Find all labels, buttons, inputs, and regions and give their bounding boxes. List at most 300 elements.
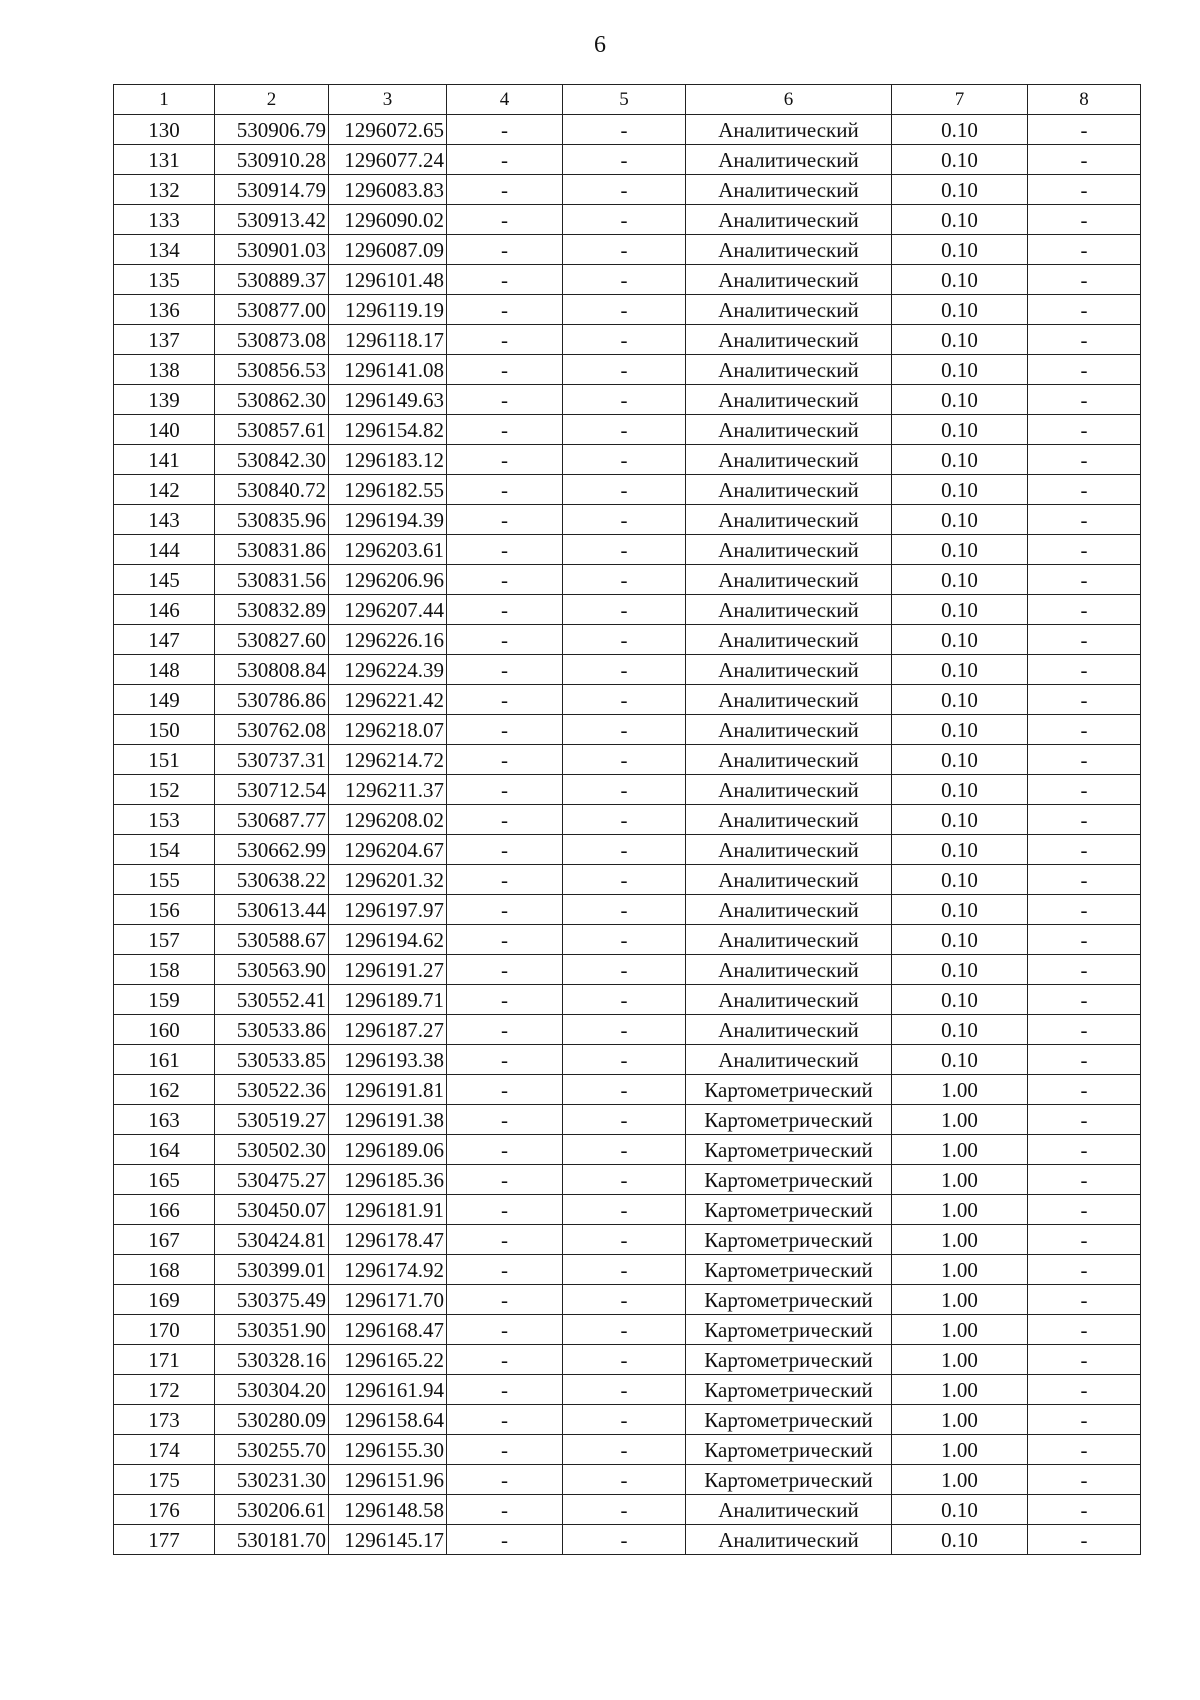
cell-col4: - [447, 955, 563, 985]
cell-y-coordinate: 1296181.91 [329, 1195, 447, 1225]
cell-col8: - [1028, 1345, 1141, 1375]
cell-col4: - [447, 1495, 563, 1525]
cell-col8: - [1028, 295, 1141, 325]
cell-accuracy: 0.10 [892, 895, 1028, 925]
cell-method: Аналитический [686, 865, 892, 895]
cell-col5: - [563, 985, 686, 1015]
cell-col4: - [447, 985, 563, 1015]
cell-method: Картометрический [686, 1435, 892, 1465]
page-number: 6 [594, 32, 606, 58]
cell-point-number: 150 [114, 715, 215, 745]
cell-point-number: 168 [114, 1255, 215, 1285]
cell-col8: - [1028, 385, 1141, 415]
table-row [114, 1075, 1141, 1105]
cell-y-coordinate: 1296149.63 [329, 385, 447, 415]
cell-point-number: 169 [114, 1285, 215, 1315]
header-row [114, 85, 1141, 115]
table-row [114, 265, 1141, 295]
cell-col8: - [1028, 475, 1141, 505]
cell-y-coordinate: 1296158.64 [329, 1405, 447, 1435]
cell-col4: - [447, 1525, 563, 1555]
cell-accuracy: 1.00 [892, 1285, 1028, 1315]
cell-y-coordinate: 1296174.92 [329, 1255, 447, 1285]
cell-point-number: 147 [114, 625, 215, 655]
cell-point-number: 159 [114, 985, 215, 1015]
cell-point-number: 139 [114, 385, 215, 415]
cell-point-number: 141 [114, 445, 215, 475]
cell-point-number: 134 [114, 235, 215, 265]
cell-method: Аналитический [686, 505, 892, 535]
cell-col4: - [447, 1075, 563, 1105]
cell-method: Аналитический [686, 805, 892, 835]
cell-accuracy: 1.00 [892, 1435, 1028, 1465]
cell-col4: - [447, 1105, 563, 1135]
cell-y-coordinate: 1296194.62 [329, 925, 447, 955]
cell-method: Аналитический [686, 715, 892, 745]
cell-col4: - [447, 805, 563, 835]
cell-col8: - [1028, 835, 1141, 865]
cell-point-number: 153 [114, 805, 215, 835]
cell-y-coordinate: 1296168.47 [329, 1315, 447, 1345]
cell-col5: - [563, 805, 686, 835]
cell-col4: - [447, 1225, 563, 1255]
table-row [114, 1495, 1141, 1525]
table-row [114, 1375, 1141, 1405]
cell-accuracy: 1.00 [892, 1405, 1028, 1435]
cell-col4: - [447, 595, 563, 625]
cell-x-coordinate: 530613.44 [215, 895, 329, 925]
cell-x-coordinate: 530328.16 [215, 1345, 329, 1375]
cell-col4: - [447, 1255, 563, 1285]
cell-x-coordinate: 530552.41 [215, 985, 329, 1015]
cell-col4: - [447, 1465, 563, 1495]
cell-point-number: 158 [114, 955, 215, 985]
cell-y-coordinate: 1296218.07 [329, 715, 447, 745]
cell-x-coordinate: 530280.09 [215, 1405, 329, 1435]
cell-method: Аналитический [686, 445, 892, 475]
cell-col8: - [1028, 505, 1141, 535]
cell-method: Аналитический [686, 595, 892, 625]
cell-x-coordinate: 530304.20 [215, 1375, 329, 1405]
cell-accuracy: 0.10 [892, 655, 1028, 685]
cell-col5: - [563, 565, 686, 595]
cell-accuracy: 1.00 [892, 1465, 1028, 1495]
cell-accuracy: 0.10 [892, 595, 1028, 625]
cell-col5: - [563, 1075, 686, 1105]
cell-col8: - [1028, 625, 1141, 655]
table-row [114, 925, 1141, 955]
cell-method: Аналитический [686, 415, 892, 445]
cell-point-number: 138 [114, 355, 215, 385]
cell-col5: - [563, 475, 686, 505]
cell-accuracy: 0.10 [892, 565, 1028, 595]
column-header-3: 3 [329, 85, 447, 115]
cell-method: Аналитический [686, 295, 892, 325]
cell-x-coordinate: 530533.86 [215, 1015, 329, 1045]
table-row [114, 535, 1141, 565]
cell-method: Картометрический [686, 1075, 892, 1105]
table-row [114, 685, 1141, 715]
cell-x-coordinate: 530375.49 [215, 1285, 329, 1315]
cell-col4: - [447, 715, 563, 745]
cell-accuracy: 1.00 [892, 1165, 1028, 1195]
cell-y-coordinate: 1296221.42 [329, 685, 447, 715]
table-row [114, 985, 1141, 1015]
cell-point-number: 143 [114, 505, 215, 535]
cell-col5: - [563, 295, 686, 325]
table-row [114, 865, 1141, 895]
cell-x-coordinate: 530662.99 [215, 835, 329, 865]
cell-method: Аналитический [686, 895, 892, 925]
cell-col4: - [447, 235, 563, 265]
cell-col5: - [563, 1435, 686, 1465]
cell-accuracy: 0.10 [892, 295, 1028, 325]
cell-x-coordinate: 530687.77 [215, 805, 329, 835]
table-row [114, 1105, 1141, 1135]
table-row [114, 955, 1141, 985]
cell-col5: - [563, 595, 686, 625]
cell-point-number: 170 [114, 1315, 215, 1345]
cell-x-coordinate: 530533.85 [215, 1045, 329, 1075]
table-row [114, 1045, 1141, 1075]
cell-point-number: 166 [114, 1195, 215, 1225]
cell-col8: - [1028, 1405, 1141, 1435]
cell-y-coordinate: 1296208.02 [329, 805, 447, 835]
cell-method: Картометрический [686, 1315, 892, 1345]
cell-method: Аналитический [686, 745, 892, 775]
cell-method: Аналитический [686, 1525, 892, 1555]
cell-col8: - [1028, 1375, 1141, 1405]
cell-accuracy: 0.10 [892, 715, 1028, 745]
cell-col5: - [563, 1255, 686, 1285]
cell-col8: - [1028, 445, 1141, 475]
cell-x-coordinate: 530786.86 [215, 685, 329, 715]
cell-y-coordinate: 1296155.30 [329, 1435, 447, 1465]
cell-y-coordinate: 1296206.96 [329, 565, 447, 595]
cell-point-number: 160 [114, 1015, 215, 1045]
table-row [114, 445, 1141, 475]
cell-col5: - [563, 1015, 686, 1045]
cell-accuracy: 0.10 [892, 475, 1028, 505]
cell-y-coordinate: 1296090.02 [329, 205, 447, 235]
column-header-2: 2 [215, 85, 329, 115]
cell-point-number: 173 [114, 1405, 215, 1435]
cell-col8: - [1028, 805, 1141, 835]
cell-col4: - [447, 775, 563, 805]
cell-accuracy: 0.10 [892, 265, 1028, 295]
cell-col5: - [563, 625, 686, 655]
table-row [114, 1255, 1141, 1285]
cell-point-number: 131 [114, 145, 215, 175]
cell-x-coordinate: 530862.30 [215, 385, 329, 415]
cell-col8: - [1028, 415, 1141, 445]
cell-col8: - [1028, 205, 1141, 235]
cell-y-coordinate: 1296141.08 [329, 355, 447, 385]
cell-accuracy: 0.10 [892, 445, 1028, 475]
cell-col5: - [563, 505, 686, 535]
cell-accuracy: 0.10 [892, 1015, 1028, 1045]
column-header-1: 1 [114, 85, 215, 115]
cell-y-coordinate: 1296191.81 [329, 1075, 447, 1105]
cell-col4: - [447, 1375, 563, 1405]
table-row [114, 835, 1141, 865]
cell-col5: - [563, 955, 686, 985]
cell-method: Аналитический [686, 625, 892, 655]
cell-col8: - [1028, 565, 1141, 595]
table-row [114, 625, 1141, 655]
cell-col8: - [1028, 1285, 1141, 1315]
cell-x-coordinate: 530450.07 [215, 1195, 329, 1225]
cell-method: Аналитический [686, 535, 892, 565]
cell-point-number: 154 [114, 835, 215, 865]
cell-y-coordinate: 1296077.24 [329, 145, 447, 175]
cell-col5: - [563, 265, 686, 295]
cell-point-number: 144 [114, 535, 215, 565]
column-header-6: 6 [686, 85, 892, 115]
cell-x-coordinate: 530231.30 [215, 1465, 329, 1495]
cell-col8: - [1028, 1015, 1141, 1045]
cell-col5: - [563, 1225, 686, 1255]
cell-method: Аналитический [686, 1045, 892, 1075]
cell-method: Аналитический [686, 985, 892, 1015]
cell-point-number: 161 [114, 1045, 215, 1075]
cell-x-coordinate: 530255.70 [215, 1435, 329, 1465]
cell-accuracy: 0.10 [892, 205, 1028, 235]
cell-accuracy: 0.10 [892, 955, 1028, 985]
cell-col5: - [563, 865, 686, 895]
cell-accuracy: 0.10 [892, 115, 1028, 145]
cell-col5: - [563, 745, 686, 775]
cell-y-coordinate: 1296183.12 [329, 445, 447, 475]
cell-method: Аналитический [686, 685, 892, 715]
cell-method: Картометрический [686, 1405, 892, 1435]
cell-col4: - [447, 835, 563, 865]
cell-col5: - [563, 415, 686, 445]
cell-y-coordinate: 1296083.83 [329, 175, 447, 205]
cell-accuracy: 0.10 [892, 145, 1028, 175]
cell-y-coordinate: 1296189.06 [329, 1135, 447, 1165]
cell-accuracy: 0.10 [892, 865, 1028, 895]
cell-accuracy: 0.10 [892, 985, 1028, 1015]
cell-x-coordinate: 530762.08 [215, 715, 329, 745]
cell-col8: - [1028, 1045, 1141, 1075]
cell-col5: - [563, 1045, 686, 1075]
table-row [114, 1195, 1141, 1225]
cell-x-coordinate: 530840.72 [215, 475, 329, 505]
table-row [114, 595, 1141, 625]
table-body [114, 115, 1141, 1555]
cell-x-coordinate: 530502.30 [215, 1135, 329, 1165]
cell-x-coordinate: 530475.27 [215, 1165, 329, 1195]
cell-method: Картометрический [686, 1195, 892, 1225]
cell-col4: - [447, 445, 563, 475]
cell-col8: - [1028, 715, 1141, 745]
cell-col5: - [563, 895, 686, 925]
cell-accuracy: 1.00 [892, 1225, 1028, 1255]
cell-col4: - [447, 325, 563, 355]
cell-col8: - [1028, 1495, 1141, 1525]
cell-col4: - [447, 565, 563, 595]
table-row [114, 1165, 1141, 1195]
cell-col4: - [447, 265, 563, 295]
cell-y-coordinate: 1296197.97 [329, 895, 447, 925]
cell-col5: - [563, 1465, 686, 1495]
cell-col4: - [447, 1435, 563, 1465]
cell-col8: - [1028, 1525, 1141, 1555]
cell-col5: - [563, 1135, 686, 1165]
cell-accuracy: 1.00 [892, 1375, 1028, 1405]
cell-x-coordinate: 530877.00 [215, 295, 329, 325]
cell-method: Аналитический [686, 265, 892, 295]
cell-x-coordinate: 530906.79 [215, 115, 329, 145]
cell-x-coordinate: 530842.30 [215, 445, 329, 475]
cell-method: Аналитический [686, 235, 892, 265]
cell-col5: - [563, 1345, 686, 1375]
cell-x-coordinate: 530873.08 [215, 325, 329, 355]
cell-accuracy: 0.10 [892, 775, 1028, 805]
cell-point-number: 167 [114, 1225, 215, 1255]
cell-col4: - [447, 655, 563, 685]
cell-method: Картометрический [686, 1225, 892, 1255]
table-row [114, 1225, 1141, 1255]
cell-point-number: 163 [114, 1105, 215, 1135]
cell-accuracy: 0.10 [892, 535, 1028, 565]
cell-col4: - [447, 1165, 563, 1195]
cell-accuracy: 0.10 [892, 925, 1028, 955]
table-header [114, 85, 1141, 115]
cell-col5: - [563, 1285, 686, 1315]
cell-x-coordinate: 530563.90 [215, 955, 329, 985]
cell-col4: - [447, 895, 563, 925]
cell-col8: - [1028, 925, 1141, 955]
cell-method: Картометрический [686, 1135, 892, 1165]
cell-col8: - [1028, 1075, 1141, 1105]
cell-y-coordinate: 1296187.27 [329, 1015, 447, 1045]
cell-col4: - [447, 1045, 563, 1075]
cell-point-number: 177 [114, 1525, 215, 1555]
cell-x-coordinate: 530831.56 [215, 565, 329, 595]
cell-y-coordinate: 1296154.82 [329, 415, 447, 445]
table-row [114, 1345, 1141, 1375]
table-row [114, 1015, 1141, 1045]
cell-method: Аналитический [686, 355, 892, 385]
cell-col5: - [563, 535, 686, 565]
cell-point-number: 142 [114, 475, 215, 505]
cell-y-coordinate: 1296211.37 [329, 775, 447, 805]
cell-col4: - [447, 1015, 563, 1045]
cell-accuracy: 0.10 [892, 1495, 1028, 1525]
table-row [114, 565, 1141, 595]
cell-method: Аналитический [686, 835, 892, 865]
cell-method: Аналитический [686, 115, 892, 145]
table-row [114, 1405, 1141, 1435]
table-row [114, 805, 1141, 835]
cell-col8: - [1028, 1135, 1141, 1165]
cell-method: Аналитический [686, 325, 892, 355]
cell-accuracy: 0.10 [892, 175, 1028, 205]
cell-col4: - [447, 865, 563, 895]
cell-col8: - [1028, 535, 1141, 565]
cell-y-coordinate: 1296118.17 [329, 325, 447, 355]
cell-y-coordinate: 1296201.32 [329, 865, 447, 895]
cell-point-number: 132 [114, 175, 215, 205]
cell-x-coordinate: 530889.37 [215, 265, 329, 295]
cell-col8: - [1028, 1165, 1141, 1195]
cell-y-coordinate: 1296148.58 [329, 1495, 447, 1525]
cell-y-coordinate: 1296191.38 [329, 1105, 447, 1135]
cell-y-coordinate: 1296161.94 [329, 1375, 447, 1405]
table-row [114, 415, 1141, 445]
cell-col8: - [1028, 1465, 1141, 1495]
cell-col5: - [563, 715, 686, 745]
cell-x-coordinate: 530832.89 [215, 595, 329, 625]
cell-x-coordinate: 530588.67 [215, 925, 329, 955]
cell-col8: - [1028, 325, 1141, 355]
cell-point-number: 151 [114, 745, 215, 775]
cell-method: Аналитический [686, 655, 892, 685]
table-row [114, 1465, 1141, 1495]
cell-y-coordinate: 1296171.70 [329, 1285, 447, 1315]
cell-y-coordinate: 1296087.09 [329, 235, 447, 265]
cell-accuracy: 1.00 [892, 1345, 1028, 1375]
cell-x-coordinate: 530857.61 [215, 415, 329, 445]
cell-y-coordinate: 1296193.38 [329, 1045, 447, 1075]
cell-point-number: 149 [114, 685, 215, 715]
cell-point-number: 135 [114, 265, 215, 295]
table-row [114, 1135, 1141, 1165]
cell-col5: - [563, 1105, 686, 1135]
cell-accuracy: 0.10 [892, 1045, 1028, 1075]
cell-col5: - [563, 1375, 686, 1405]
cell-point-number: 148 [114, 655, 215, 685]
cell-col8: - [1028, 1255, 1141, 1285]
cell-col5: - [563, 355, 686, 385]
cell-col4: - [447, 145, 563, 175]
table-row [114, 1285, 1141, 1315]
cell-accuracy: 0.10 [892, 235, 1028, 265]
cell-col8: - [1028, 595, 1141, 625]
cell-col5: - [563, 835, 686, 865]
cell-point-number: 174 [114, 1435, 215, 1465]
cell-col8: - [1028, 685, 1141, 715]
cell-col4: - [447, 925, 563, 955]
cell-col5: - [563, 1195, 686, 1225]
cell-point-number: 146 [114, 595, 215, 625]
cell-x-coordinate: 530399.01 [215, 1255, 329, 1285]
cell-col8: - [1028, 115, 1141, 145]
cell-point-number: 157 [114, 925, 215, 955]
cell-y-coordinate: 1296194.39 [329, 505, 447, 535]
table-row [114, 325, 1141, 355]
cell-col4: - [447, 1285, 563, 1315]
cell-method: Картометрический [686, 1285, 892, 1315]
cell-col8: - [1028, 355, 1141, 385]
cell-y-coordinate: 1296151.96 [329, 1465, 447, 1495]
table-row [114, 775, 1141, 805]
table-row [114, 475, 1141, 505]
cell-y-coordinate: 1296165.22 [329, 1345, 447, 1375]
cell-method: Аналитический [686, 385, 892, 415]
cell-x-coordinate: 530638.22 [215, 865, 329, 895]
cell-x-coordinate: 530519.27 [215, 1105, 329, 1135]
cell-point-number: 130 [114, 115, 215, 145]
cell-accuracy: 0.10 [892, 505, 1028, 535]
cell-point-number: 133 [114, 205, 215, 235]
cell-point-number: 171 [114, 1345, 215, 1375]
cell-method: Аналитический [686, 565, 892, 595]
cell-method: Аналитический [686, 475, 892, 505]
cell-method: Картометрический [686, 1345, 892, 1375]
